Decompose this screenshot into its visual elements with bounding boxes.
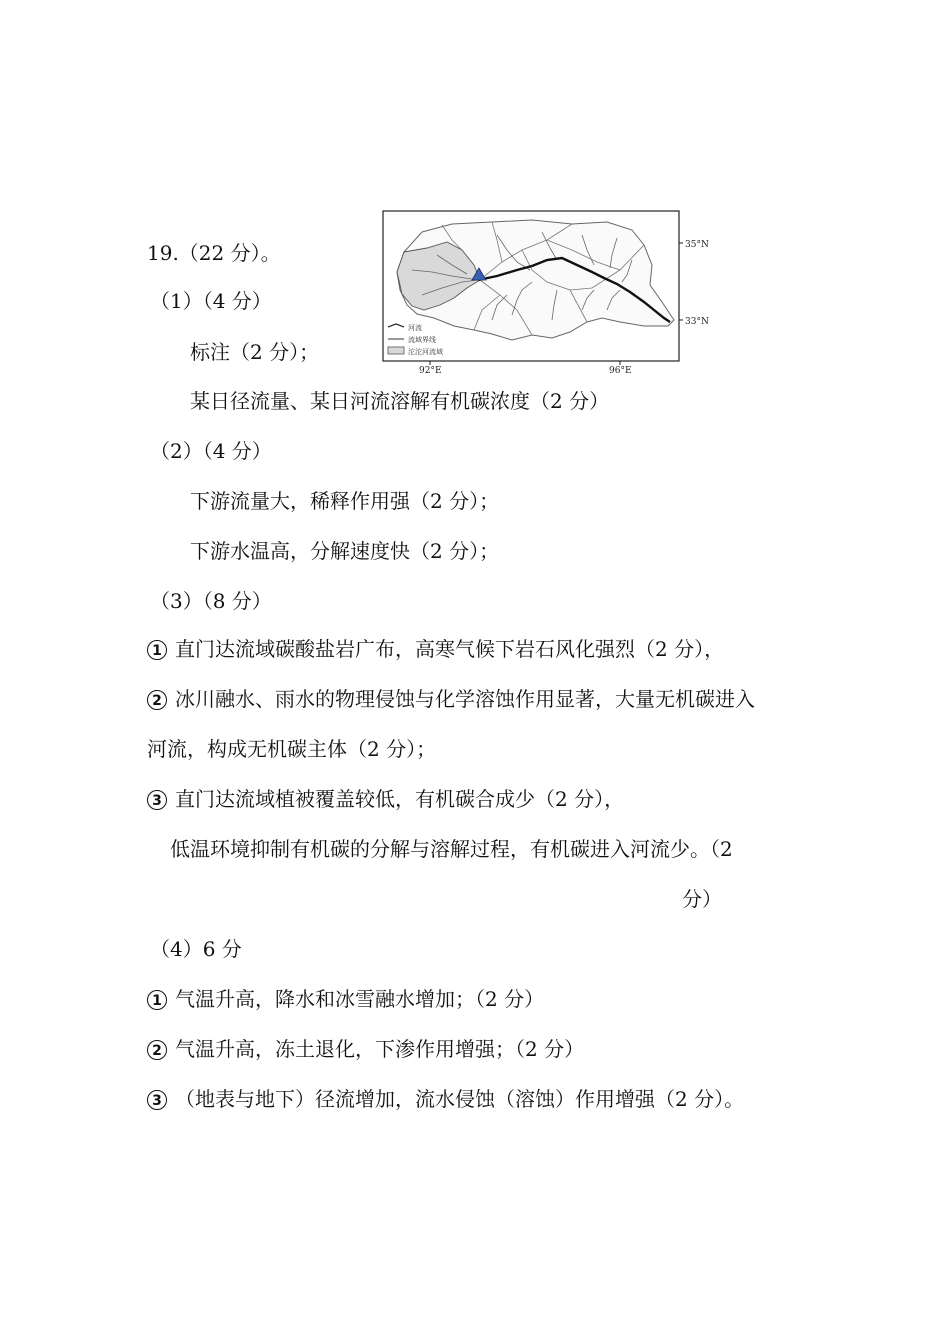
legend-boundary-label: 流域界线 — [408, 336, 436, 344]
legend-river-label: 河流 — [408, 324, 422, 332]
question-title: 19.（22 分）。 — [147, 241, 281, 265]
part3-item2-cont: 河流，构成无机碳主体（2 分）； — [147, 737, 437, 761]
circled-number: 2 — [147, 1040, 167, 1060]
circled-number: 3 — [147, 790, 167, 810]
part4-item3-text: （地表与地下）径流增加，流水侵蚀（溶蚀）作用增强（2 分）。 — [175, 1087, 745, 1111]
part4-item3 — [147, 1086, 744, 1112]
legend-basin-label: 沱沱河流域 — [408, 348, 443, 356]
part1-header: （1）（4 分） — [150, 289, 272, 313]
circled-number: 2 — [147, 690, 167, 710]
part4-item1 — [147, 986, 544, 1012]
part4-header: （4）6 分 — [150, 937, 242, 961]
part3-item2 — [147, 686, 755, 712]
part1-line1: 标注（2 分）； — [190, 340, 320, 364]
lat-label-top: 35°N — [685, 240, 709, 250]
part4-item2 — [147, 1036, 584, 1062]
part3-item3-cont: 低温环境抑制有机碳的分解与溶解过程，有机碳进入河流少。（2 — [170, 837, 733, 861]
circled-number: 1 — [147, 990, 167, 1010]
circled-number: 3 — [147, 1090, 167, 1110]
basin-map-svg — [382, 210, 712, 375]
lon-label-right: 96°E — [609, 366, 632, 375]
part4-item1-text: 气温升高，降水和冰雪融水增加；（2 分） — [175, 987, 545, 1011]
part3-item1 — [147, 636, 724, 662]
part3-header: （3）（8 分） — [150, 589, 272, 613]
part1-line2: 某日径流量、某日河流溶解有机碳浓度（2 分） — [190, 389, 610, 413]
part2-line2: 下游水温高，分解速度快（2 分）； — [190, 539, 500, 563]
part3-item3-cont2: 分） — [682, 887, 722, 911]
part2-header: （2）（4 分） — [150, 439, 272, 463]
part3-item3 — [147, 786, 624, 812]
circled-number: 1 — [147, 640, 167, 660]
part4-item2-text: 气温升高，冻土退化，下渗作用增强；（2 分） — [175, 1037, 585, 1061]
part3-item1-text: 直门达流域碳酸盐岩广布，高寒气候下岩石风化强烈（2 分）， — [175, 637, 725, 661]
lon-label-left: 92°E — [419, 366, 442, 375]
lat-label-bottom: 33°N — [685, 317, 709, 327]
part3-item2-text: 冰川融水、雨水的物理侵蚀与化学溶蚀作用显著，大量无机碳进入 — [175, 687, 755, 711]
part3-item3-text: 直门达流域植被覆盖较低，有机碳合成少（2 分）， — [175, 787, 625, 811]
basin-map — [382, 210, 712, 375]
part2-line1: 下游流量大，稀释作用强（2 分）； — [190, 489, 500, 513]
